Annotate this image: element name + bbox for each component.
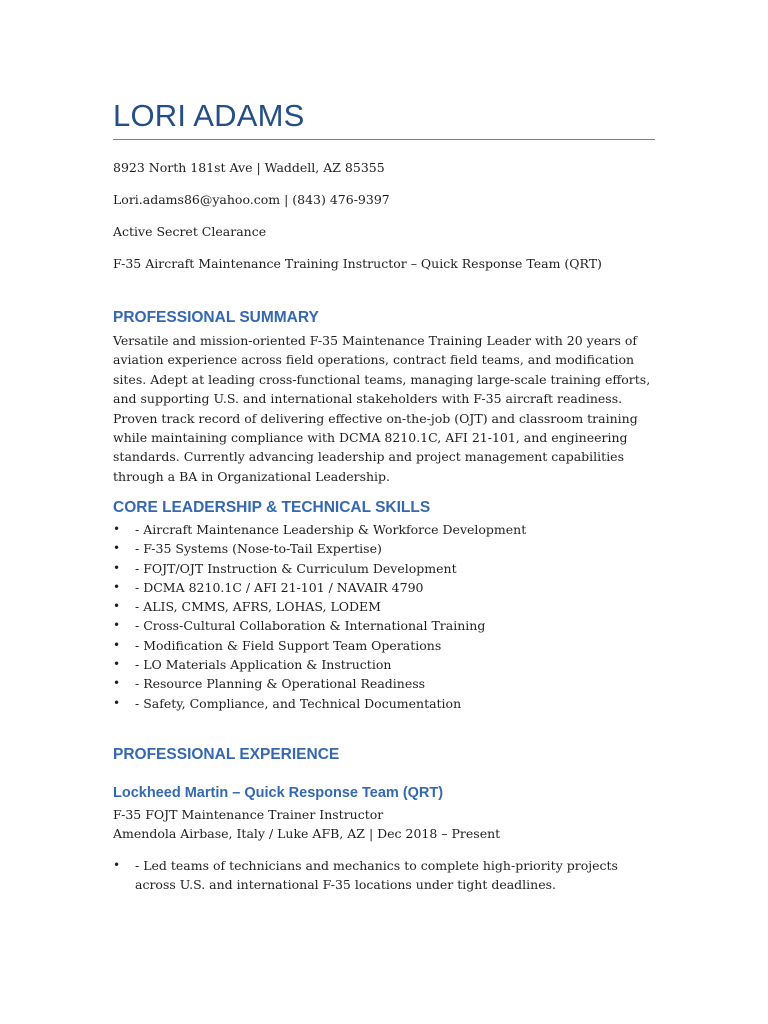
job-company: Lockheed Martin – Quick Response Team (QRT) bbox=[113, 785, 444, 801]
skill-label: - FOJT/OJT Instruction & Curriculum Development bbox=[135, 560, 457, 576]
skill-label: - F-35 Systems (Nose-to-Tail Expertise) bbox=[135, 541, 382, 557]
job-location-dates: Amendola Airbase, Italy / Luke AFB, AZ | Dec 2018 – Present bbox=[113, 826, 501, 841]
resume-name: LORI ADAMS bbox=[113, 98, 305, 133]
skills-heading: CORE LEADERSHIP & TECHNICAL SKILLS bbox=[113, 499, 431, 516]
bullet-text: - Led teams of technicians and mechanics to complete high-priority projects across U.S. and international F-35 locations under tight deadlines. bbox=[135, 858, 618, 893]
summary-heading: PROFESSIONAL SUMMARY bbox=[113, 309, 319, 326]
skill-label: - DCMA 8210.1C / AFI 21-101 / NAVAIR 4790 bbox=[135, 579, 424, 595]
skill-item bbox=[113, 616, 526, 635]
name-divider bbox=[113, 139, 655, 140]
bullet-icon: • bbox=[113, 560, 121, 575]
skill-item bbox=[113, 539, 526, 558]
job-bullets bbox=[113, 856, 658, 895]
skill-label: - Safety, Compliance, and Technical Documentation bbox=[135, 695, 462, 711]
experience-heading: PROFESSIONAL EXPERIENCE bbox=[113, 746, 340, 763]
bullet-icon: • bbox=[113, 657, 121, 672]
skill-label: - Resource Planning & Operational Readiness bbox=[135, 676, 426, 692]
skill-item bbox=[113, 674, 526, 693]
list-item bbox=[113, 856, 658, 895]
bullet-icon: • bbox=[113, 599, 121, 614]
skill-item bbox=[113, 559, 526, 578]
bullet-icon: • bbox=[113, 695, 121, 710]
bullet-icon: • bbox=[113, 522, 121, 536]
skills-list bbox=[113, 520, 526, 713]
bullet-icon: • bbox=[113, 676, 121, 691]
job-title: F-35 FOJT Maintenance Trainer Instructor bbox=[113, 807, 384, 822]
skill-label: - Aircraft Maintenance Leadership & Workforce Development bbox=[135, 522, 527, 537]
skill-item bbox=[113, 636, 526, 655]
bullet-icon: • bbox=[113, 618, 121, 633]
skill-item bbox=[113, 578, 526, 597]
skill-item bbox=[113, 597, 526, 616]
contact-target-role: F-35 Aircraft Maintenance Training Instructor – Quick Response Team (QRT) bbox=[113, 256, 602, 271]
bullet-icon: • bbox=[113, 637, 121, 652]
skill-item bbox=[113, 694, 526, 713]
skill-label: - Cross-Cultural Collaboration & International Training bbox=[135, 618, 486, 634]
bullet-icon: • bbox=[113, 579, 121, 594]
bullet-icon: • bbox=[113, 541, 121, 556]
skill-label: - LO Materials Application & Instruction bbox=[135, 657, 392, 673]
skill-label: - Modification & Field Support Team Operations bbox=[135, 637, 442, 653]
contact-clearance: Active Secret Clearance bbox=[113, 224, 267, 239]
contact-address: 8923 North 181st Ave | Waddell, AZ 85355 bbox=[113, 160, 385, 175]
contact-email-phone: Lori.adams86@yahoo.com | (843) 476-9397 bbox=[113, 192, 390, 207]
bullet-icon: • bbox=[113, 858, 121, 872]
skill-item bbox=[113, 655, 526, 674]
skill-item bbox=[113, 520, 526, 539]
skill-label: - ALIS, CMMS, AFRS, LOHAS, LODEM bbox=[135, 599, 381, 615]
summary-text: Versatile and mission-oriented F-35 Maintenance Training Leader with 20 years of aviation experience across field operations, contract field teams, and modification sites. Adept at leading cross-functional teams, managing large-scale training efforts, and supporting U.S. and international stakeholders with F-35 aircraft readiness. Proven track record of delivering effective on-the-job (OJT) and classroom training while maintaining compliance with DCMA 8210.1C, AFI 21-101, and engineering standards. Currently advancing leadership and project management capabilities through a BA in Organizational Leadership. bbox=[113, 333, 651, 484]
